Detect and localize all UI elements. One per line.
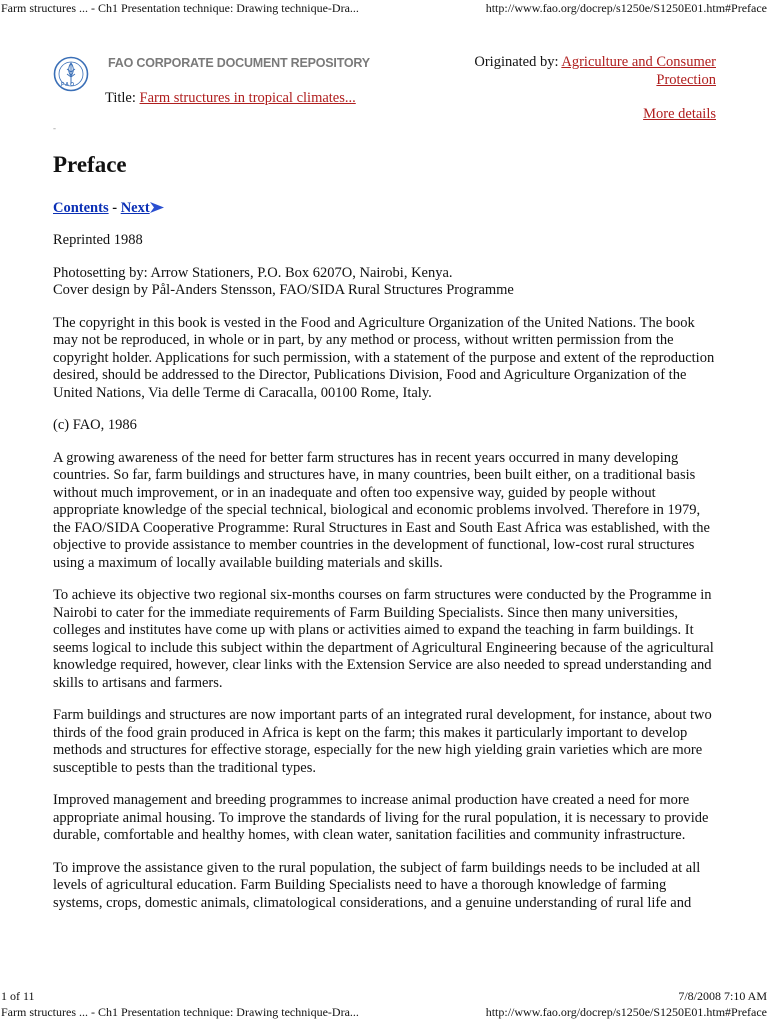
document-title-line bbox=[105, 90, 356, 107]
title-label: Title: bbox=[105, 90, 136, 106]
contents-link[interactable]: Contents bbox=[53, 200, 109, 216]
print-footer-url: http://www.fao.org/docrep/s1250e/S1250E01.htm#Preface bbox=[485, 1005, 767, 1019]
document-title-link[interactable]: Farm structures in tropical climates... bbox=[139, 90, 356, 106]
page-content bbox=[53, 46, 716, 911]
paragraph-credits bbox=[53, 265, 716, 300]
nav-separator: - bbox=[112, 200, 118, 216]
more-details-link[interactable]: More details bbox=[643, 106, 716, 122]
print-footer-page-count: 1 of 11 bbox=[1, 989, 35, 1003]
credits-cover-design: Cover design by Pål-Anders Stensson, FAO/SIDA Rural Structures Programme bbox=[53, 282, 514, 298]
originated-link[interactable]: Agriculture and Consumer Protection bbox=[561, 54, 716, 88]
print-header-url: http://www.fao.org/docrep/s1250e/S1250E01.htm#Preface bbox=[485, 1, 767, 15]
chapter-navigation bbox=[53, 200, 164, 217]
originated-by bbox=[446, 53, 716, 89]
print-footer-page-title: Farm structures ... - Ch1 Presentation technique: Drawing technique-Dra... bbox=[1, 1005, 359, 1019]
paragraph-animal-housing: Improved management and breeding programmes to increase animal production have created a need for more appropriate animal housing. To improve the standards of living for the rural population, it is necessary to provide durable, comfortable and healthy homes, with clean water, sanitation facilities and community infrastructure. bbox=[53, 792, 709, 843]
paragraph-copyright: The copyright in this book is vested in the Food and Agriculture Organization of the United Nations. The book may not be reproduced, in whole or in part, by any method or process, without written permission from the copyright holder. Applications for such permission, with a statement of the purpose and extent of the reproduction desired, should be addressed to the Director, Publications Division, Food and Agriculture Organization of the United Nations, Via delle Terme di Caracalla, 00100 Rome, Italy. bbox=[53, 314, 715, 401]
next-link[interactable] bbox=[121, 200, 164, 216]
document-header bbox=[53, 46, 716, 133]
page-title: Preface bbox=[53, 152, 127, 177]
print-footer-datetime: 7/8/2008 7:10 AM bbox=[678, 989, 767, 1003]
paragraph-awareness: A growing awareness of the need for better farm structures has in recent years occurred in many developing countries. So far, farm buildings and structures have, in many countries, been built either, on a traditional basis without much improvement, or in an inadequate and often too expensive way, guided by people without appropriate knowledge of the special technical, biological and economic problems involved. Therefore in 1979, the FAO/SIDA Cooperative Programme: Rural Structures in East and South East Africa was established, with the objective to provide assistance to member countries in the development of functional, low-cost rural structures using a maximum of locally available building materials and skills. bbox=[53, 449, 710, 571]
next-link-label: Next bbox=[120, 200, 150, 216]
credits-photosetting: Photosetting by: Arrow Stationers, P.O. Box 6207O, Nairobi, Kenya. bbox=[53, 264, 453, 281]
originated-label: Originated by: bbox=[474, 54, 559, 70]
print-header-page-title: Farm structures ... - Ch1 Presentation technique: Drawing technique-Dra... bbox=[1, 1, 359, 15]
paragraph-integrated-development: Farm buildings and structures are now important parts of an integrated rural development, for instance, about two thirds of the food grain produced in Africa is kept on the farm; this makes it particularly important to develop methods and structures for effective storage, especially for the new high yielding grain varieties which are more susceptible to pests than the traditional types. bbox=[53, 707, 712, 776]
separator-mark: - bbox=[53, 123, 56, 133]
fao-logo-icon bbox=[53, 56, 89, 92]
preface-body bbox=[53, 232, 716, 927]
svg-text:F A O: F A O bbox=[61, 82, 74, 88]
next-arrow-icon bbox=[150, 202, 164, 213]
paragraph-reprinted: Reprinted 1988 bbox=[53, 232, 143, 248]
paragraph-objective: To achieve its objective two regional six-months courses on farm structures were conducted by the Programme in Nairobi to cater for the immediate requirements of Farm Building Specialists. Since then many universities, colleges and institutes have come up with plans or activities aimed to expand the teaching in farm buildings. It seems logical to include this subject within the department of Agricultural Engineering because of the agricultural knowledge required, however, clear links with the Extension Service are also needed to spread understanding and skills to artisans and farmers. bbox=[53, 587, 714, 691]
paragraph-fao-year: (c) FAO, 1986 bbox=[53, 417, 137, 433]
paragraph-education: To improve the assistance given to the rural population, the subject of farm buildings needs to be included at all levels of agricultural education. Farm Building Specialists need to have a thorough knowledge of farming systems, crops, domestic animals, climatological considerations, and a genuine understanding of rural life and bbox=[53, 859, 701, 911]
repository-title: FAO CORPORATE DOCUMENT REPOSITORY bbox=[108, 56, 370, 70]
